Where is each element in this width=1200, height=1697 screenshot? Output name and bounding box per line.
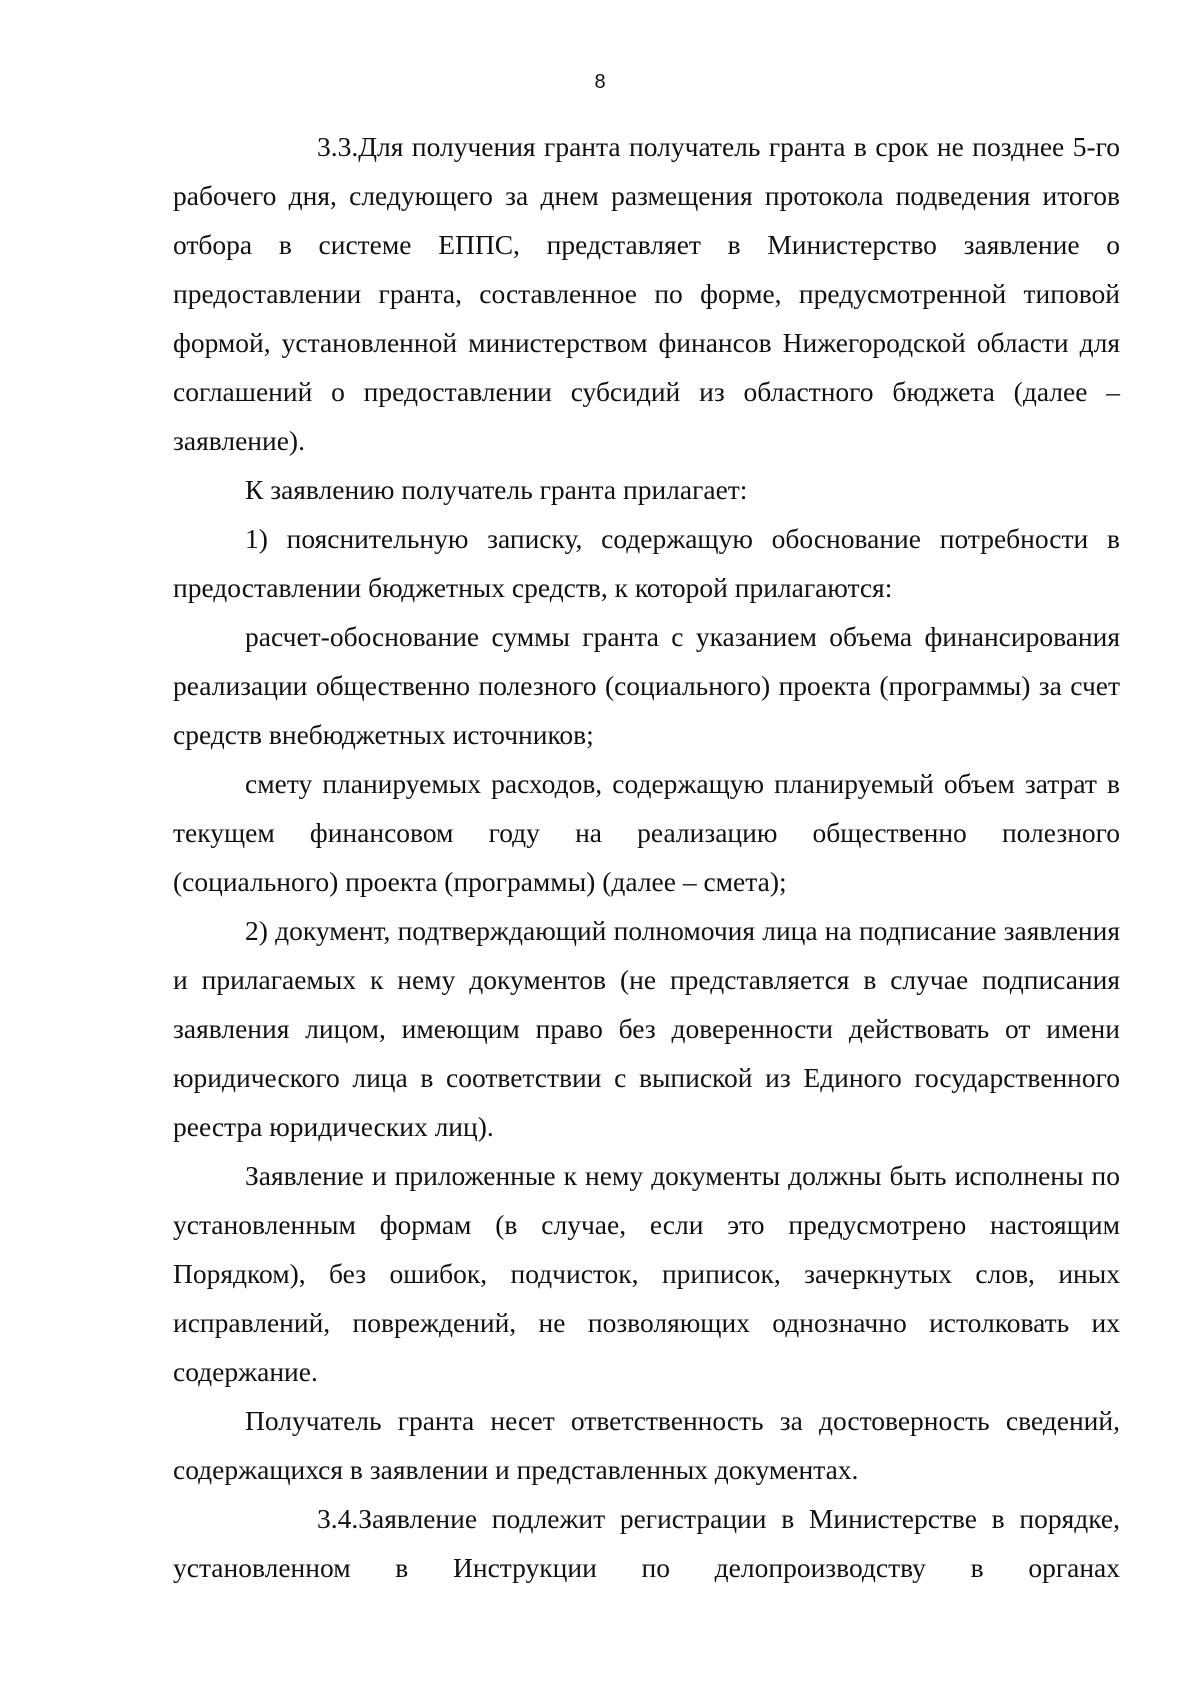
paragraph-item-2	[173, 906, 1120, 1151]
page-number: 8	[594, 71, 606, 93]
paragraph-text: Получатель гранта несет ответственность за достоверность сведений, содержащихся в заявлении и представленных документах.	[173, 1405, 1120, 1485]
document-body	[173, 122, 1120, 1592]
paragraph-text: Заявление и приложенные к нему документы должны быть исполнены по установленным формам (в случае, если это предусмотрено настоящим Порядком), без ошибок, подчисток, приписок, зачеркнутых слов, иных исправлений, повреждений, не позволяющих однозначно истолковать их содержание.	[173, 1160, 1120, 1387]
paragraph-item-1	[173, 514, 1120, 612]
paragraph-estimate	[173, 759, 1120, 906]
paragraph-text: смету планируемых расходов, содержащую планируемый объем затрат в текущем финансовом году на реализацию общественно полезного (социального) проекта (программы) (далее – смета);	[173, 768, 1120, 897]
paragraph-text: К заявлению получатель гранта прилагает:	[245, 474, 748, 505]
paragraph-text: 1) пояснительную записку, содержащую обоснование потребности в предоставлении бюджетных средств, к которой прилагаются:	[173, 523, 1120, 603]
paragraph-text: Для получения гранта получатель гранта в срок не позднее 5-го рабочего дня, следующего за днем размещения протокола подведения итогов отбора в системе ЕППС, представляет в Министерство заявление о предоставлении гранта, составленное по форме, предусмотренной типовой формой, установленной министерством финансов Нижегородской области для соглашений о предоставлении субсидий из областного бюджета (далее – заявление).	[173, 131, 1120, 456]
paragraph-attachments-intro	[173, 465, 1120, 514]
paragraph-number: 3.4.	[317, 1503, 359, 1534]
paragraph-number: 3.3.	[317, 131, 359, 162]
paragraph-text: расчет-обоснование суммы гранта с указанием объема финансирования реализации общественно полезного (социального) проекта (программы) за счет средств внебюджетных источников;	[173, 621, 1120, 750]
paragraph-3-3	[173, 122, 1120, 465]
paragraph-requirements	[173, 1151, 1120, 1396]
paragraph-responsibility	[173, 1396, 1120, 1494]
paragraph-text: 2) документ, подтверждающий полномочия лица на подписание заявления и прилагаемых к нему документов (не представляется в случае подписания заявления лицом, имеющим право без доверенности действовать от имени юридического лица в соответствии с выпиской из Единого государственного реестра юридических лиц).	[173, 915, 1120, 1142]
paragraph-calculation	[173, 612, 1120, 759]
paragraph-text: Заявление подлежит регистрации в Министерстве в порядке, установленном в Инструкции по делопроизводству в органах	[173, 1503, 1120, 1583]
paragraph-3-4	[173, 1494, 1120, 1592]
